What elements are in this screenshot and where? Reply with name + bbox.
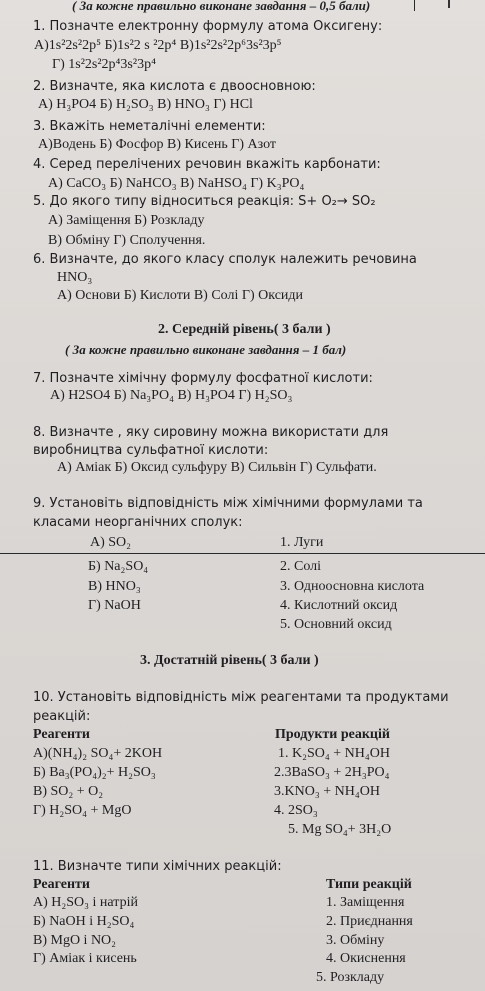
question-10-cont: реакцій: bbox=[33, 709, 91, 724]
question-11: 11. Визначте типи хімічних реакцій: bbox=[33, 859, 282, 874]
score-note: ( За кожне правильно виконане завдання – 0,5 бали) bbox=[72, 0, 371, 13]
question-3-options: А)Водень Б) Фосфор В) Кисень Г) Азот bbox=[38, 137, 277, 152]
q10-products-header: Продукти реакцій bbox=[275, 727, 390, 742]
q9-class-4: 4. Кислотний оксид bbox=[280, 598, 398, 613]
question-8: 8. Визначте , яку сировину можна використати для bbox=[33, 425, 389, 440]
section-2-score-note: ( За кожне правильно виконане завдання – 1 бал) bbox=[65, 342, 347, 357]
question-8-options: А) Аміак Б) Оксид сульфуру В) Сильвін Г) Сульфати. bbox=[57, 460, 377, 475]
question-6-options: А) Основи Б) Кислоти В) Солі Г) Оксиди bbox=[57, 288, 304, 303]
question-5-options-1: А) Заміщення Б) Розкладу bbox=[48, 213, 205, 228]
q10-reagents-header: Реагенти bbox=[33, 727, 90, 742]
question-7: 7. Позначте хімічну формулу фосфатної кислоти: bbox=[33, 371, 373, 386]
q9-class-5: 5. Основний оксид bbox=[280, 617, 392, 632]
q11-reagents-header: Реагенти bbox=[33, 877, 90, 892]
divider-line bbox=[0, 553, 485, 554]
question-7-options: А) H2SO4 Б) Na₃PO₄ В) H₃PO4 Г) H₂SO₃ bbox=[50, 388, 293, 403]
question-2-options: А) H₃PO4 Б) H₂SO₃ В) HNO₃ Г) HCl bbox=[38, 97, 253, 112]
q11-type-1: 1. Заміщення bbox=[326, 895, 405, 910]
question-10: 10. Установіть відповідність між реагентами та продуктами bbox=[33, 690, 449, 705]
q10-product-2: 2.3BaSO₃ + 2H₃PO₄ bbox=[274, 765, 390, 780]
question-1-option-g: Г) 1s²2s²2p⁴3s²3p⁴ bbox=[52, 57, 156, 72]
section-2-title: 2. Середній рівень( 3 бали ) bbox=[158, 322, 331, 337]
section-3-title: 3. Достатній рівень( 3 бали ) bbox=[140, 653, 319, 668]
q9-class-1: 1. Луги bbox=[280, 535, 324, 550]
q11-reagent-b: Б) NaOH і H₂SO₄ bbox=[33, 914, 135, 929]
margin-mark bbox=[448, 0, 450, 8]
q11-types-header: Типи реакцій bbox=[326, 877, 412, 892]
q10-product-1: 1. K₂SO₄ + NH₄OH bbox=[278, 746, 390, 761]
question-5: 5. До якого типу відноситься реакція: S+ O₂→ SO₂ bbox=[33, 194, 376, 209]
question-1-options: А)1s²2s²2p⁵ Б)1s²2 s ²2p⁴ В)1s²2s²2p⁶3s²3p⁵ bbox=[34, 38, 282, 53]
q11-type-5: 5. Розкладу bbox=[316, 970, 385, 985]
q11-reagent-v: В) MgO і NO₂ bbox=[33, 933, 117, 948]
q11-type-4: 4. Окиснення bbox=[326, 951, 406, 966]
q11-type-2: 2. Приєднання bbox=[326, 914, 413, 929]
q10-product-5: 5. Mg SO₄+ 3H₂O bbox=[288, 822, 392, 837]
q9-formula-g: Г) NaOH bbox=[88, 598, 141, 613]
q10-product-3: 3.KNO₃ + NH₄OH bbox=[274, 784, 380, 799]
q10-reagent-g: Г) H₂SO₄ + MgO bbox=[33, 803, 132, 818]
question-3: 3. Вкажіть неметалічні елементи: bbox=[33, 119, 266, 134]
q9-class-3: 3. Одноосновна кислота bbox=[280, 579, 425, 594]
question-6: 6. Визначте, до якого класу сполук належить речовина bbox=[33, 252, 417, 267]
header-divider bbox=[414, 0, 415, 11]
q9-class-2: 2. Солі bbox=[280, 559, 322, 574]
question-9-cont: класами неорганічних сполук: bbox=[33, 515, 243, 530]
q9-formula-v: В) HNO₃ bbox=[88, 579, 141, 594]
question-2: 2. Визначте, яка кислота є двоосновною: bbox=[33, 79, 316, 94]
question-5-options-2: В) Обміну Г) Сполучення. bbox=[48, 233, 206, 248]
q10-reagent-a: А)(NH₄)₂ SO₄+ 2KOH bbox=[33, 746, 163, 761]
q10-reagent-v: В) SO₂ + O₂ bbox=[33, 784, 104, 799]
question-1: 1. Позначте електронну формулу атома Оксигену: bbox=[33, 19, 383, 34]
question-9: 9. Установіть відповідність між хімічними формулами та bbox=[33, 496, 423, 511]
question-4: 4. Серед перелічених речовин вкажіть карбонати: bbox=[33, 157, 381, 172]
q11-reagent-g: Г) Аміак і кисень bbox=[33, 951, 137, 966]
q10-product-4: 4. 2SO₃ bbox=[274, 803, 318, 818]
q9-formula-b: Б) Na₂SO₄ bbox=[88, 559, 149, 574]
q10-reagent-b: Б) Ba₃(PO₄)₂+ H₂SO₃ bbox=[33, 765, 156, 780]
q11-reagent-a: А) H₂SO₃ і натрій bbox=[33, 895, 138, 910]
question-4-options: А) CaCO₃ Б) NaHCO₃ В) NaHSO₄ Г) K₃PO₄ bbox=[48, 176, 305, 191]
q11-type-3: 3. Обміну bbox=[326, 933, 385, 948]
question-6-formula: HNO₃ bbox=[57, 270, 93, 285]
q9-formula-a: А) SO₂ bbox=[90, 535, 132, 550]
question-8-cont: виробництва сульфатної кислоти: bbox=[33, 443, 269, 458]
